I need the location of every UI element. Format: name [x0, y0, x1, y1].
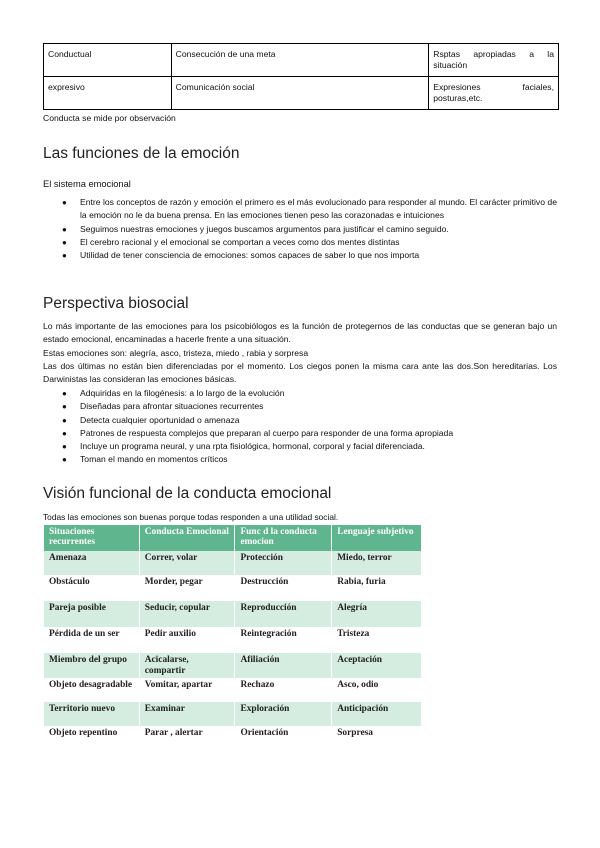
column-header: Func d la conducta emocion	[235, 525, 332, 551]
section-heading-funciones: Las funciones de la emoción	[43, 145, 240, 162]
section-heading-biosocial: Perspectiva biosocial	[43, 295, 189, 312]
table-cell: Objeto desagradable	[44, 678, 139, 702]
table-cell: Exploración	[235, 702, 332, 726]
section-subheading: El sistema emocional	[43, 179, 131, 189]
list-item: ● Adquiridas en la filogénesis: a lo largo de la evolución	[43, 387, 557, 400]
table-cell: Aceptación	[332, 653, 422, 678]
table-row	[44, 601, 422, 627]
table-cell: Morder, pegar	[139, 575, 235, 601]
list-item: ● Diseñadas para afrontar situaciones recurrentes	[43, 400, 557, 413]
table-cell: Pedir auxilio	[139, 627, 235, 653]
table-row	[44, 702, 422, 726]
table-cell: Rsptas apropiadas a la situación	[429, 44, 559, 77]
table-cell: Protección	[235, 551, 332, 575]
list-item: ● Seguimos nuestras emociones y juegos buscamos argumentos para justificar el camino seguido.	[43, 223, 557, 236]
bullet-icon: ●	[62, 428, 67, 438]
column-header: Conducta Emocional	[139, 525, 235, 551]
paragraph: Lo más importante de las emociones para los psicobiólogos es la función de protegernos de las conductas que se generan bajo un estado emocional, encaminadas a hacerle frente a una situación.	[43, 321, 557, 344]
table-row	[44, 44, 559, 77]
paragraph: Las dos últimas no están bien diferenciadas por el momento. Los ciegos ponen la misma cara ante las dos.Son hereditarias. Los Darwinistas las consideran las emociones básicas.	[43, 361, 557, 384]
bullet-icon: ●	[62, 251, 67, 261]
table-row	[44, 77, 559, 110]
table-cell: Pérdida de un ser	[44, 627, 139, 653]
table-row	[44, 653, 422, 678]
table-cell: Reintegración	[235, 627, 332, 653]
table-cell: Miembro del grupo	[44, 653, 139, 678]
emotion-system-list	[43, 196, 557, 262]
table-cell: Amenaza	[44, 551, 139, 575]
table-row	[44, 551, 422, 575]
table-row	[44, 575, 422, 601]
table-cell: Seducir, copular	[139, 601, 235, 627]
table-cell: Examinar	[139, 702, 235, 726]
bullet-icon: ●	[62, 442, 67, 452]
bullet-icon: ●	[62, 198, 67, 207]
bullet-icon: ●	[62, 389, 67, 398]
table-cell: Pareja posible	[44, 601, 139, 627]
paragraph: Estas emociones son: alegría, asco, tristeza, miedo , rabia y sorpresa	[43, 348, 309, 358]
table-cell: Sorpresa	[332, 726, 422, 752]
table-cell: Conductual	[44, 44, 172, 77]
table-cell: Correr, volar	[139, 551, 235, 575]
table-cell: Acicalarse, compartir	[139, 653, 235, 678]
list-item: ● Patrones de respuesta complejos que preparan al cuerpo para responder de una forma apropiada	[43, 427, 557, 440]
table-cell: Alegría	[332, 601, 422, 627]
section-intro: Todas las emociones son buenas porque todas responden a una utilidad social.	[43, 512, 339, 522]
table-row	[44, 678, 422, 702]
table-cell: Rabia, furia	[332, 575, 422, 601]
table-cell: Miedo, terror	[332, 551, 422, 575]
table-cell: Reproducción	[235, 601, 332, 627]
behavior-summary-table	[43, 43, 559, 110]
observation-note: Conducta se mide por observación	[43, 113, 176, 123]
column-header: Lenguaje subjetivo	[332, 525, 422, 551]
bullet-icon: ●	[62, 415, 67, 425]
column-header: Situaciones recurrentes	[44, 525, 139, 551]
table-cell: Territorio nuevo	[44, 702, 139, 726]
bullet-icon: ●	[62, 402, 67, 412]
biosocial-list	[43, 387, 557, 467]
table-row	[44, 627, 422, 653]
table-cell: Afiliación	[235, 653, 332, 678]
section-heading-vision-funcional: Visión funcional de la conducta emocional	[43, 485, 332, 502]
table-cell: Obstáculo	[44, 575, 139, 601]
table-cell: Destrucción	[235, 575, 332, 601]
table-cell: Rechazo	[235, 678, 332, 702]
table-cell: Tristeza	[332, 627, 422, 653]
table-header-row	[44, 525, 422, 551]
list-item: ● Incluye un programa neural, y una rpta fisiológica, hormonal, corporal y facial diferenciada.	[43, 440, 557, 453]
table-cell: Comunicación social	[171, 77, 429, 110]
bullet-icon: ●	[62, 237, 67, 247]
bullet-icon: ●	[62, 455, 67, 465]
table-row	[44, 726, 422, 752]
table-cell: Consecución de una meta	[171, 44, 429, 77]
list-item: ● Toman el mando en momentos críticos	[43, 453, 557, 466]
table-cell: Parar , alertar	[139, 726, 235, 752]
table-cell: Expresiones faciales, posturas,etc.	[429, 77, 559, 110]
table-cell: Orientación	[235, 726, 332, 752]
table-cell: Asco, odio	[332, 678, 422, 702]
table-cell: Anticipación	[332, 702, 422, 726]
list-item: ● Entre los conceptos de razón y emoción el primero es el más evolucionado para responder al mundo. El carácter primitivo de la emoción no le da buena prensa. En las emociones tienen peso las corazonadas e intuiciones	[62, 197, 557, 221]
table-cell: Vomitar, apartar	[139, 678, 235, 702]
list-item: ● El cerebro racional y el emocional se comportan a veces como dos mentes distintas	[43, 236, 557, 249]
bullet-icon: ●	[62, 224, 67, 234]
table-cell: expresivo	[44, 77, 172, 110]
table-cell: Objeto repentino	[44, 726, 139, 752]
emotional-conduct-table	[44, 525, 422, 752]
list-item: ● Detecta cualquier oportunidad o amenaza	[43, 414, 557, 427]
list-item: ● Utilidad de tener consciencia de emociones: somos capaces de saber lo que nos importa	[43, 249, 557, 262]
